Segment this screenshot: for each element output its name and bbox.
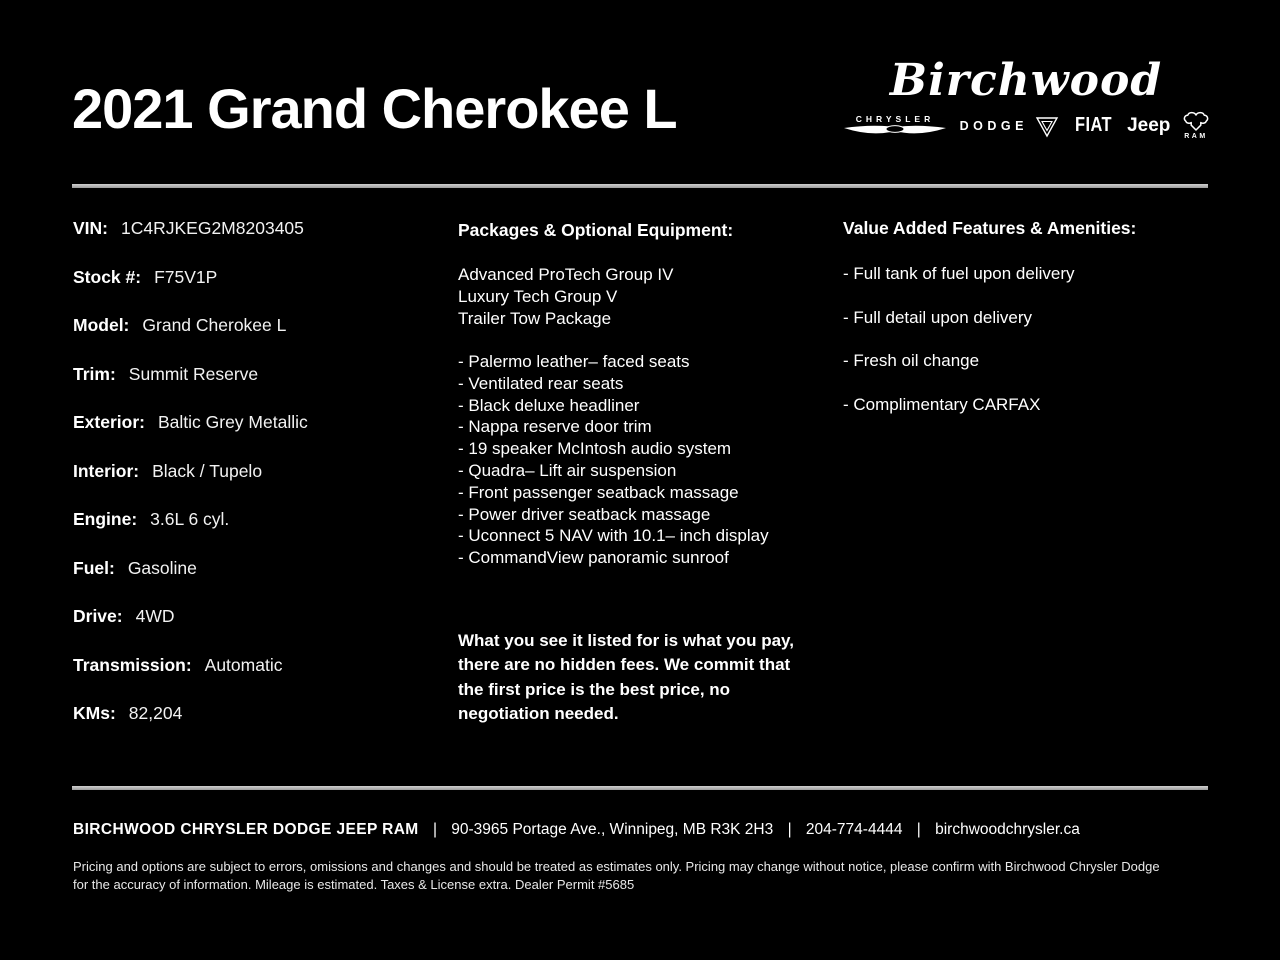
dodge-logo <box>960 114 1059 138</box>
spec-row <box>73 217 448 239</box>
spec-row <box>73 654 448 676</box>
dealer-phone: 204-774-4444 <box>805 821 903 838</box>
spec-value: 82,204 <box>128 703 183 723</box>
spec-label: Stock #: <box>73 266 142 287</box>
spec-value: Summit Reserve <box>128 363 259 384</box>
separator: | <box>432 821 437 838</box>
spec-value: Grand Cherokee L <box>142 315 287 335</box>
spec-label: Drive: <box>73 606 123 626</box>
birchwood-logo: Birchwood <box>889 55 1163 106</box>
spec-label: KMs: <box>73 703 116 723</box>
spec-label: Transmission: <box>73 654 192 675</box>
chrysler-logo <box>842 114 948 137</box>
dodge-fratzog-icon <box>1035 114 1059 138</box>
spec-label: Engine: <box>73 509 138 529</box>
fiat-logo: FIAT <box>1074 114 1112 136</box>
spec-value: F75V1P <box>154 266 218 287</box>
packages-heading: Packages & Optional Equipment: <box>458 220 734 240</box>
ram-head-icon <box>1182 111 1210 132</box>
spec-row <box>73 605 448 627</box>
package-group: Trailer Tow Package <box>458 309 612 328</box>
separator: | <box>916 821 921 838</box>
value-added-item: - Full tank of fuel upon delivery <box>843 264 1075 283</box>
package-item: - CommandView panoramic sunroof <box>458 548 729 568</box>
packages-column <box>458 219 836 726</box>
package-item: - Front passenger seatback massage <box>458 482 739 502</box>
pricing-promo-text: What you see it listed for is what you pay, there are no hidden fees. We commit that the first price is the best price, no negotiation needed. <box>458 630 794 723</box>
spec-row <box>73 508 448 530</box>
value-added-items <box>843 263 1215 416</box>
ram-logo <box>1182 111 1210 140</box>
spec-label: VIN: <box>73 218 108 238</box>
package-groups <box>458 264 836 330</box>
spec-row <box>73 314 448 336</box>
spec-label: Fuel: <box>73 557 115 578</box>
spec-value: 3.6L 6 cyl. <box>150 509 230 529</box>
separator: | <box>787 821 792 838</box>
spec-value: Black / Tupelo <box>152 460 263 481</box>
ram-wordmark: RAM <box>1184 133 1208 140</box>
dodge-wordmark: DODGE <box>959 118 1028 133</box>
brand-logos-row <box>840 111 1212 140</box>
dealer-address: 90-3965 Portage Ave., Winnipeg, MB R3K 2H3 <box>451 821 774 838</box>
spec-label: Model: <box>73 315 130 335</box>
value-added-item: - Full detail upon delivery <box>843 307 1032 327</box>
package-items <box>458 351 836 569</box>
value-added-column <box>843 217 1215 437</box>
spec-value: 4WD <box>135 606 175 626</box>
spec-row <box>73 411 448 433</box>
value-added-item: - Complimentary CARFAX <box>843 394 1041 414</box>
spec-row <box>73 363 448 385</box>
spec-value: 1C4RJKEG2M8203405 <box>121 218 304 238</box>
spec-row <box>73 266 448 288</box>
spec-row <box>73 557 448 579</box>
package-group: Luxury Tech Group V <box>458 287 618 306</box>
package-item: - Black deluxe headliner <box>458 395 640 415</box>
dealership-logo <box>840 56 1212 140</box>
value-added-heading: Value Added Features & Amenities: <box>843 218 1137 238</box>
spec-row <box>73 460 448 482</box>
spec-label: Exterior: <box>73 412 145 432</box>
chrysler-wordmark: CHRYSLER <box>855 114 935 124</box>
spec-row <box>73 702 448 724</box>
package-item: - Uconnect 5 NAV with 10.1– inch display <box>458 526 769 546</box>
package-item: - Ventilated rear seats <box>458 373 624 393</box>
dealer-name: BIRCHWOOD CHRYSLER DODGE JEEP RAM <box>73 821 419 838</box>
spec-value: Automatic <box>204 654 283 675</box>
package-item: - Power driver seatback massage <box>458 504 711 524</box>
package-item: - Quadra– Lift air suspension <box>458 460 677 480</box>
dealer-contact-line <box>73 821 1080 839</box>
disclaimer-text: Pricing and options are subject to errors, omissions and changes and should be treated as estimates only. Pricing may change without notice, please confirm with Birchwood Chrysler Dodge for the accuracy of information. Mileage is estimated. Taxes & License extra. Dealer Permit #5685 <box>73 859 1160 892</box>
spec-value: Gasoline <box>127 557 197 578</box>
page-title: 2021 Grand Cherokee L <box>72 77 677 140</box>
value-added-item: - Fresh oil change <box>843 351 980 370</box>
spec-label: Trim: <box>73 363 116 384</box>
vehicle-specs-column <box>73 217 448 751</box>
package-group: Advanced ProTech Group IV <box>458 265 674 284</box>
top-divider <box>72 184 1208 188</box>
package-item: - 19 speaker McIntosh audio system <box>458 439 732 459</box>
dealer-website: birchwoodchrysler.ca <box>935 821 1080 838</box>
bottom-divider <box>72 786 1208 790</box>
spec-value: Baltic Grey Metallic <box>157 412 308 432</box>
chrysler-wing-icon <box>842 124 948 137</box>
package-item: - Palermo leather– faced seats <box>458 352 690 371</box>
package-item: - Nappa reserve door trim <box>458 417 652 437</box>
jeep-logo: Jeep <box>1127 114 1171 136</box>
spec-label: Interior: <box>73 460 140 481</box>
